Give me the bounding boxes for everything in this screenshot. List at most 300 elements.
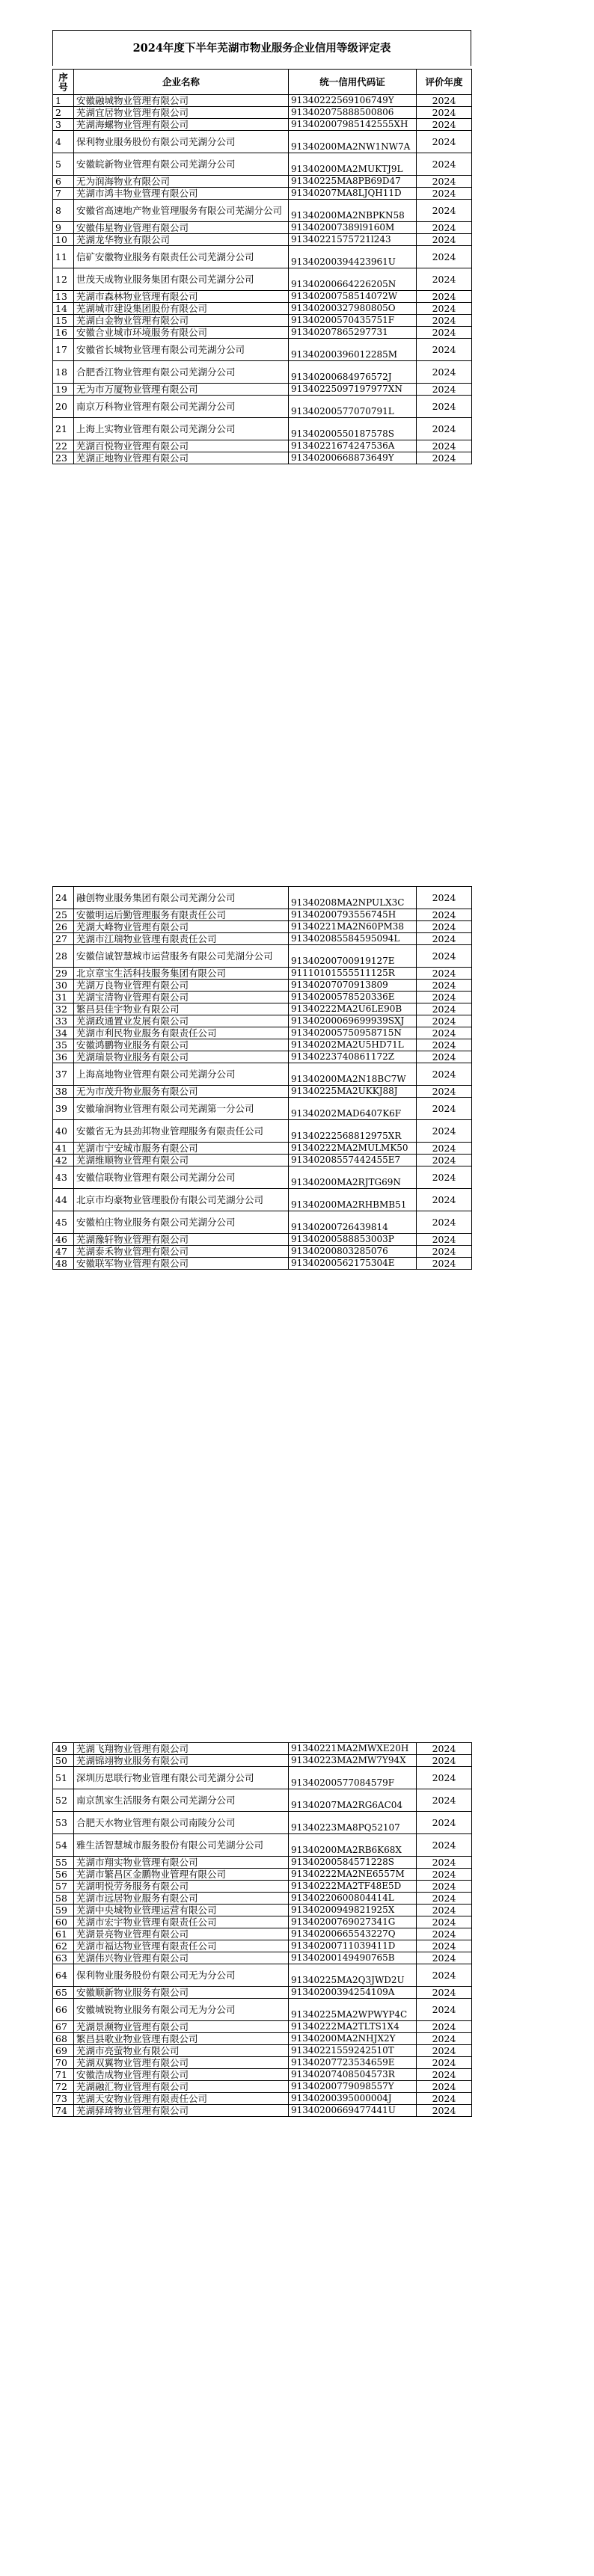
row-number: 55 <box>53 1857 74 1869</box>
row-number: 49 <box>53 1743 74 1755</box>
credit-code: 91340200684976572J <box>289 361 417 384</box>
rating-year: 2024 <box>417 131 472 153</box>
table-row <box>53 2069 472 2081</box>
row-number: 33 <box>53 1015 74 1027</box>
rating-year: 2024 <box>417 2081 472 2093</box>
rating-year: 2024 <box>417 1234 472 1246</box>
company-name: 保利物业服务股份有限公司芜湖分公司 <box>74 131 289 153</box>
rating-year: 2024 <box>417 921 472 933</box>
row-number: 66 <box>53 1999 74 2021</box>
rating-year: 2024 <box>417 1964 472 1987</box>
credit-code: 91340200MA2N18BC7W <box>289 1063 417 1086</box>
row-number: 21 <box>53 418 74 440</box>
row-number: 73 <box>53 2093 74 2105</box>
table-row <box>53 119 472 131</box>
table-row <box>53 1987 472 1999</box>
company-name: 北京市均豪物业管理股份有限公司芜湖分公司 <box>74 1189 289 1211</box>
company-name: 芜湖维顺物业管理有限公司 <box>74 1155 289 1166</box>
table-row <box>53 945 472 968</box>
rating-year: 2024 <box>417 1999 472 2021</box>
rating-year: 2024 <box>417 980 472 992</box>
credit-code: 913402005750958715N <box>289 1027 417 1039</box>
rating-year: 2024 <box>417 2093 472 2105</box>
credit-code: 91340200MA2NHJX2Y <box>289 2033 417 2045</box>
company-name: 芜湖天安物业管理有限责任公司 <box>74 2093 289 2105</box>
company-name: 芜湖市利民物业服务有限责任公司 <box>74 1027 289 1039</box>
rating-year: 2024 <box>417 119 472 131</box>
credit-code: 91340223740861172Z <box>289 1051 417 1063</box>
row-number: 16 <box>53 327 74 339</box>
rating-year: 2024 <box>417 992 472 1003</box>
company-name: 繁昌县歌业物业管理有限公司 <box>74 2033 289 2045</box>
credit-code: 91110101555511125R <box>289 968 417 980</box>
row-number: 6 <box>53 176 74 188</box>
table-row <box>53 452 472 464</box>
rating-year: 2024 <box>417 2105 472 2117</box>
table-row <box>53 909 472 921</box>
table-row <box>53 234 472 246</box>
rating-year: 2024 <box>417 418 472 440</box>
credit-code: 91340200949821925X <box>289 1905 417 1916</box>
row-number: 56 <box>53 1869 74 1881</box>
credit-code: 913402075888500806 <box>289 107 417 119</box>
credit-code: 91340200758514072W <box>289 291 417 303</box>
rating-year: 2024 <box>417 2033 472 2045</box>
rating-year: 2024 <box>417 291 472 303</box>
table-row <box>53 1166 472 1189</box>
rating-year: 2024 <box>417 2021 472 2033</box>
table-row <box>53 1893 472 1905</box>
table-body <box>53 1743 472 2117</box>
credit-code: 91340200MA2NW1NW7A <box>289 131 417 153</box>
rating-year: 2024 <box>417 1086 472 1098</box>
header-row <box>53 70 472 95</box>
rating-year: 2024 <box>417 2045 472 2057</box>
company-name: 合肥香江物业管理有限公司芜湖分公司 <box>74 361 289 384</box>
rating-year: 2024 <box>417 327 472 339</box>
credit-code: 91340225MA2WPWYP4C <box>289 1999 417 2021</box>
rating-year: 2024 <box>417 1098 472 1120</box>
table-body <box>53 887 472 1270</box>
row-number: 54 <box>53 1834 74 1857</box>
row-number: 15 <box>53 315 74 327</box>
company-name: 安徽柏庄物业服务有限公司芜湖分公司 <box>74 1211 289 1234</box>
credit-code: 91340202MA2U5HD71L <box>289 1039 417 1051</box>
rating-year: 2024 <box>417 1940 472 1952</box>
table-row <box>53 2021 472 2033</box>
table-row <box>53 1027 472 1039</box>
credit-code: 91340200395000004J <box>289 2093 417 2105</box>
table-row <box>53 1940 472 1952</box>
company-name: 芜湖白金物业管理有限公司 <box>74 315 289 327</box>
rating-year: 2024 <box>417 153 472 176</box>
table-row <box>53 1234 472 1246</box>
rating-year: 2024 <box>417 1905 472 1916</box>
table-row <box>53 1039 472 1051</box>
row-number: 48 <box>53 1258 74 1270</box>
credit-code: 91340221559242510T <box>289 2045 417 2057</box>
table-row <box>53 188 472 200</box>
rating-year: 2024 <box>417 188 472 200</box>
company-name: 世茂天成物业服务集团有限公司芜湖分公司 <box>74 268 289 291</box>
company-name: 安徽鸿鹏物业服务有限公司 <box>74 1039 289 1051</box>
table-row <box>53 291 472 303</box>
credit-code: 91340200069699939SXJ <box>289 1015 417 1027</box>
table-row <box>53 968 472 980</box>
credit-code: 91340200665543227Q <box>289 1928 417 1940</box>
rating-year: 2024 <box>417 200 472 222</box>
company-name: 合肥天水物业管理有限公司南陵分公司 <box>74 1812 289 1834</box>
header-code: 统一信用代码证 <box>289 70 417 95</box>
row-number: 70 <box>53 2057 74 2069</box>
table-row <box>53 1916 472 1928</box>
row-number: 39 <box>53 1098 74 1120</box>
credit-code: 91340208557442455E7 <box>289 1155 417 1166</box>
table-row <box>53 1086 472 1098</box>
company-name: 安徽伟星物业管理有限公司 <box>74 222 289 234</box>
row-number: 5 <box>53 153 74 176</box>
rating-year: 2024 <box>417 1767 472 1789</box>
company-name: 安徽合业城市环境服务有限公司 <box>74 327 289 339</box>
rating-year: 2024 <box>417 339 472 361</box>
rating-year: 2024 <box>417 1211 472 1234</box>
row-number: 46 <box>53 1234 74 1246</box>
table-row <box>53 1964 472 1987</box>
rating-year: 2024 <box>417 1857 472 1869</box>
credit-code: 913402085584595094L <box>289 933 417 945</box>
rating-year: 2024 <box>417 1952 472 1964</box>
credit-code: 91340223MA8PQ52107 <box>289 1812 417 1834</box>
table-row <box>53 1755 472 1767</box>
company-name: 芜湖锦翊物业服务有限公司 <box>74 1755 289 1767</box>
table-row <box>53 1098 472 1120</box>
company-name: 芜湖正地物业管理有限公司 <box>74 452 289 464</box>
table-row <box>53 268 472 291</box>
rating-year: 2024 <box>417 1051 472 1063</box>
row-number: 8 <box>53 200 74 222</box>
table-row <box>53 107 472 119</box>
credit-code: 91340200MA2NBPKN58 <box>289 200 417 222</box>
row-number: 45 <box>53 1211 74 1234</box>
company-name: 上海上实物业管理有限公司芜湖分公司 <box>74 418 289 440</box>
credit-code: 91340207723534659E <box>289 2057 417 2069</box>
company-name: 芜湖市翔实物业管理有限公司 <box>74 1857 289 1869</box>
credit-code: 91340207408504573R <box>289 2069 417 2081</box>
row-number: 38 <box>53 1086 74 1098</box>
rating-year: 2024 <box>417 268 472 291</box>
table-row <box>53 440 472 452</box>
row-number: 17 <box>53 339 74 361</box>
credit-code: 91340223MA2MW7Y94X <box>289 1755 417 1767</box>
credit-code: 91340200570435751F <box>289 315 417 327</box>
row-number: 34 <box>53 1027 74 1039</box>
table-row <box>53 1211 472 1234</box>
credit-code: 91340221674247536A <box>289 440 417 452</box>
row-number: 68 <box>53 2033 74 2045</box>
row-number: 74 <box>53 2105 74 2117</box>
company-name: 芜湖宝清物业管理有限公司 <box>74 992 289 1003</box>
rating-year: 2024 <box>417 1789 472 1812</box>
table-row <box>53 384 472 396</box>
credit-code: 91340200700919127E <box>289 945 417 968</box>
table-row <box>53 2081 472 2093</box>
credit-code: 91340200669477441U <box>289 2105 417 2117</box>
table-row <box>53 1246 472 1258</box>
credit-code: 91340222MA2MULMK50 <box>289 1143 417 1155</box>
company-name: 雅生活智慧城市服务股份有限公司芜湖分公司 <box>74 1834 289 1857</box>
table-row <box>53 1834 472 1857</box>
company-name: 芜湖大峰物业管理有限公司 <box>74 921 289 933</box>
credit-code: 91340200327980805O <box>289 303 417 315</box>
row-number: 4 <box>53 131 74 153</box>
rating-year: 2024 <box>417 452 472 464</box>
rating-year: 2024 <box>417 1027 472 1039</box>
company-name: 芜湖市亮萤物业有限公司 <box>74 2045 289 2057</box>
table-row <box>53 396 472 418</box>
table-row <box>53 887 472 909</box>
row-number: 51 <box>53 1767 74 1789</box>
company-name: 芜湖豫轩物业管理有限公司 <box>74 1234 289 1246</box>
company-name: 繁昌县佳宇物业有限公司 <box>74 1003 289 1015</box>
credit-code: 91340200394423961U <box>289 246 417 268</box>
row-number: 62 <box>53 1940 74 1952</box>
company-name: 安徽信联物业管理有限公司芜湖分公司 <box>74 1166 289 1189</box>
company-name: 安徽浩成物业管理有限公司 <box>74 2069 289 2081</box>
rating-year: 2024 <box>417 909 472 921</box>
table-row <box>53 1869 472 1881</box>
row-number: 43 <box>53 1166 74 1189</box>
table-row <box>53 2093 472 2105</box>
row-number: 2 <box>53 107 74 119</box>
rating-year: 2024 <box>417 1003 472 1015</box>
credit-code: 91340225097197977XN <box>289 384 417 396</box>
rating-year: 2024 <box>417 1893 472 1905</box>
row-number: 12 <box>53 268 74 291</box>
rating-year: 2024 <box>417 1743 472 1755</box>
rating-year: 2024 <box>417 1834 472 1857</box>
table-row <box>53 315 472 327</box>
row-number: 18 <box>53 361 74 384</box>
credit-code: 91340225MA8PB69D47 <box>289 176 417 188</box>
header-no: 序号 <box>53 70 74 95</box>
table-row <box>53 1812 472 1834</box>
credit-code: 91340200MA2RB6K68X <box>289 1834 417 1857</box>
table-row <box>53 200 472 222</box>
rating-year: 2024 <box>417 1189 472 1211</box>
page-2 <box>0 886 594 1720</box>
credit-code: 91340221575721l243 <box>289 234 417 246</box>
company-name: 芜湖市鸿丰物业管理有限公司 <box>74 188 289 200</box>
company-name: 安徽城锐物业服务有限公司无为分公司 <box>74 1999 289 2021</box>
row-number: 31 <box>53 992 74 1003</box>
row-number: 57 <box>53 1881 74 1893</box>
credit-code: 91340200MA2RHBMB51 <box>289 1189 417 1211</box>
table-row <box>53 303 472 315</box>
rating-year: 2024 <box>417 1063 472 1086</box>
credit-code: 91340200726439814 <box>289 1211 417 1234</box>
row-number: 3 <box>53 119 74 131</box>
credit-code: 91340200664226205N <box>289 268 417 291</box>
table-row <box>53 2045 472 2057</box>
credit-code: 91340200769027341G <box>289 1916 417 1928</box>
company-name: 融创物业服务集团有限公司芜湖分公司 <box>74 887 289 909</box>
table-row <box>53 1952 472 1964</box>
company-name: 芜湖万良物业管理有限公司 <box>74 980 289 992</box>
rating-year: 2024 <box>417 945 472 968</box>
credit-code: 91340200396012285M <box>289 339 417 361</box>
company-name: 安徽联军物业管理有限公司 <box>74 1258 289 1270</box>
credit-code: 913402007389l9160M <box>289 222 417 234</box>
company-name: 芜湖中央城物业管理运营有限公司 <box>74 1905 289 1916</box>
rating-year: 2024 <box>417 1869 472 1881</box>
credit-code: 91340200668873649Y <box>289 452 417 464</box>
table-row <box>53 1767 472 1789</box>
credit-code: 91340200578520336E <box>289 992 417 1003</box>
rating-year: 2024 <box>417 315 472 327</box>
rating-year: 2024 <box>417 933 472 945</box>
credit-code: 91340200149490765B <box>289 1952 417 1964</box>
company-name: 芜湖泰禾物业管理有限公司 <box>74 1246 289 1258</box>
company-name: 芜湖龙华物业有限公司 <box>74 234 289 246</box>
row-number: 64 <box>53 1964 74 1987</box>
credit-code: 91340207MA8LJQH11D <box>289 188 417 200</box>
company-name: 安徽信诚智慧城市运营服务有限公司芜湖分公司 <box>74 945 289 968</box>
row-number: 41 <box>53 1143 74 1155</box>
credit-code: 91340200MA2MUKTJ9L <box>289 153 417 176</box>
company-name: 安徽明运后勤管理服务有限责任公司 <box>74 909 289 921</box>
table-row <box>53 2105 472 2117</box>
company-name: 芜湖景濒物业管理有限公司 <box>74 2021 289 2033</box>
table-row <box>53 1015 472 1027</box>
credit-code: 91340200793556745H <box>289 909 417 921</box>
credit-code: 91340200577084579F <box>289 1767 417 1789</box>
company-name: 无为市茂升物业服务有限公司 <box>74 1086 289 1098</box>
company-name: 芜湖政通置业发展有限公司 <box>74 1015 289 1027</box>
credit-code: 91340207865297731 <box>289 327 417 339</box>
credit-code: 91340200588853003P <box>289 1234 417 1246</box>
credit-code: 91340200584571228S <box>289 1857 417 1869</box>
table-body <box>53 95 472 464</box>
table-row <box>53 1003 472 1015</box>
company-name: 芜湖景亮物业管理有限公司 <box>74 1928 289 1940</box>
company-name: 芜湖市远居物业服务有限公司 <box>74 1893 289 1905</box>
row-number: 42 <box>53 1155 74 1166</box>
rating-year: 2024 <box>417 1987 472 1999</box>
rating-year: 2024 <box>417 1881 472 1893</box>
table-row <box>53 1928 472 1940</box>
company-name: 芜湖市森林物业管理有限公司 <box>74 291 289 303</box>
rating-year: 2024 <box>417 1143 472 1155</box>
page-3 <box>0 1742 594 2576</box>
table-row <box>53 1905 472 1916</box>
row-number: 7 <box>53 188 74 200</box>
row-number: 44 <box>53 1189 74 1211</box>
company-name: 芜湖宜居物业管理有限公司 <box>74 107 289 119</box>
row-number: 25 <box>53 909 74 921</box>
company-name: 安徽皖新物业管理有限公司芜湖分公司 <box>74 153 289 176</box>
table-row <box>53 176 472 188</box>
rating-year: 2024 <box>417 107 472 119</box>
rating-year: 2024 <box>417 440 472 452</box>
row-number: 9 <box>53 222 74 234</box>
table-row <box>53 1857 472 1869</box>
company-name: 芜湖市江瑞物业管理有限责任公司 <box>74 933 289 945</box>
credit-code: 913402007985142555XH <box>289 119 417 131</box>
table-row <box>53 2057 472 2069</box>
row-number: 10 <box>53 234 74 246</box>
row-number: 26 <box>53 921 74 933</box>
rating-year: 2024 <box>417 2057 472 2069</box>
table-row <box>53 246 472 268</box>
table-row <box>53 1999 472 2021</box>
rating-year: 2024 <box>417 95 472 107</box>
credit-code: 91340200779098557Y <box>289 2081 417 2093</box>
row-number: 23 <box>53 452 74 464</box>
company-name: 芜湖瑞景物业服务有限公司 <box>74 1051 289 1063</box>
credit-code: 91340200803285076 <box>289 1246 417 1258</box>
row-number: 53 <box>53 1812 74 1834</box>
table-row <box>53 1051 472 1063</box>
row-number: 67 <box>53 2021 74 2033</box>
rating-year: 2024 <box>417 361 472 384</box>
table-row <box>53 361 472 384</box>
row-number: 19 <box>53 384 74 396</box>
company-name: 南京凯家生活服务有限公司芜湖分公司 <box>74 1789 289 1812</box>
rating-year: 2024 <box>417 1166 472 1189</box>
company-name: 安徽顺新物业服务有限公司 <box>74 1987 289 1999</box>
rating-table <box>52 886 472 1270</box>
rating-year: 2024 <box>417 396 472 418</box>
table-row <box>53 1258 472 1270</box>
company-name: 保利物业服务股份有限公司无为分公司 <box>74 1964 289 1987</box>
credit-code: 91340222MA2TLTS1X4 <box>289 2021 417 2033</box>
header-name: 企业名称 <box>74 70 289 95</box>
row-number: 30 <box>53 980 74 992</box>
table-row <box>53 153 472 176</box>
row-number: 69 <box>53 2045 74 2057</box>
credit-code: 91340207MA2RG6AC04 <box>289 1789 417 1812</box>
row-number: 36 <box>53 1051 74 1063</box>
table-row <box>53 1120 472 1143</box>
company-name: 安徽融城物业管理有限公司 <box>74 95 289 107</box>
company-name: 芜湖驿琦物业管理有限公司 <box>74 2105 289 2117</box>
company-name: 芜湖市繁昌区金鹏物业管理有限公司 <box>74 1869 289 1881</box>
company-name: 芜湖市福达物业管理有限责任公司 <box>74 1940 289 1952</box>
row-number: 29 <box>53 968 74 980</box>
table-row <box>53 339 472 361</box>
table-row <box>53 222 472 234</box>
company-name: 芜湖百悦物业管理有限公司 <box>74 440 289 452</box>
rating-year: 2024 <box>417 384 472 396</box>
company-name: 芜湖飞翔物业管理有限公司 <box>74 1743 289 1755</box>
row-number: 14 <box>53 303 74 315</box>
table-row <box>53 327 472 339</box>
company-name: 安徽省无为县劲邦物业管理服务有限责任公司 <box>74 1120 289 1143</box>
rating-year: 2024 <box>417 968 472 980</box>
rating-year: 2024 <box>417 1155 472 1166</box>
rating-year: 2024 <box>417 1039 472 1051</box>
row-number: 13 <box>53 291 74 303</box>
credit-code: 91340225MA2UKKJ88J <box>289 1086 417 1098</box>
company-name: 南京万科物业管理有限公司芜湖分公司 <box>74 396 289 418</box>
credit-code: 91340222MA2TF48E5D <box>289 1881 417 1893</box>
rating-year: 2024 <box>417 2069 472 2081</box>
rating-year: 2024 <box>417 1015 472 1027</box>
row-number: 72 <box>53 2081 74 2093</box>
row-number: 11 <box>53 246 74 268</box>
credit-code: 91340221MA2MWXE20H <box>289 1743 417 1755</box>
credit-code: 91340222MA2U6LE90B <box>289 1003 417 1015</box>
